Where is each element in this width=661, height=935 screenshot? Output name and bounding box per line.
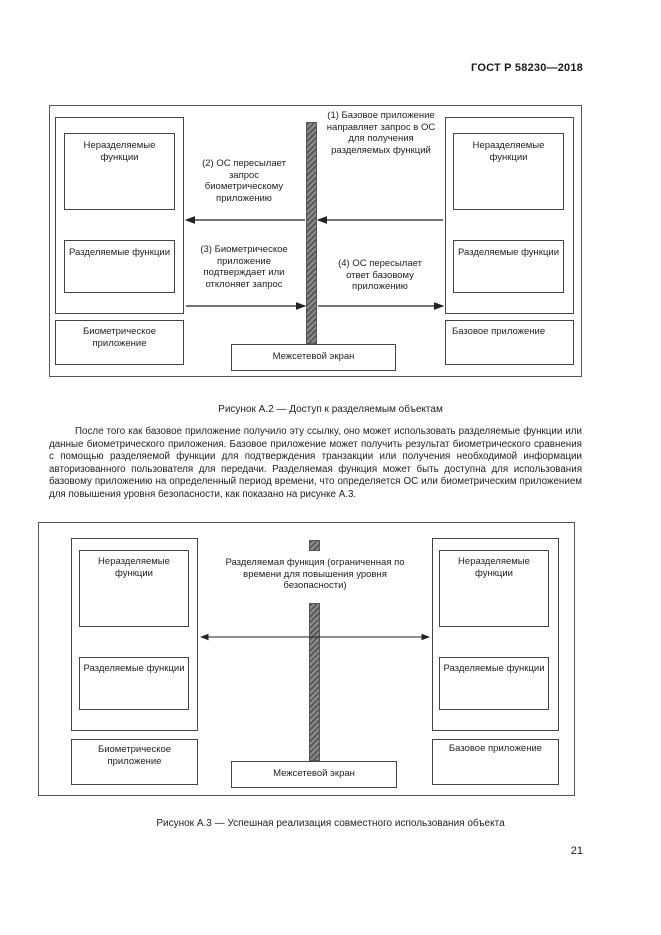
a3-shared-note-text: Разделяемая функция (ограниченная по времени для повышения уровня безопасности)	[222, 557, 408, 592]
a2-biometric-app-label: Биометрическое приложение	[82, 326, 157, 349]
figure-a3-caption: Рисунок А.3 — Успешная реализация совместного использования объекта	[156, 818, 505, 829]
body-paragraph-text: После того как базовое приложение получило эту ссылку, оно может использовать разделяемые функции или данные биометрического приложения. Базовое приложение может получить результат биометрического сравнения с помощью разделяемой функции для подтверждения транзакции или получения необходимой информации авторизованного пользователя для передачи. Разделяемая функция может быть доступна для использования базовому приложению на определенный период времени, что определяется ОС или биометрическим приложением для повышения уровня безопасности, как показано на рисунке А.3.	[49, 426, 582, 500]
a2-base-app-label: Базовое приложение	[452, 326, 546, 337]
a2-step4-text: (4) ОС пересылает ответ базовому приложению	[338, 258, 422, 292]
a2-right-shared-label: Разделяемые функции	[457, 247, 560, 258]
a2-step3-text: (3) Биометрическое приложение подтверждает или отклоняет запрос	[200, 244, 288, 290]
a2-step2-text: (2) ОС пересылает запрос биометрическому приложению	[202, 158, 286, 204]
page-number: 21	[570, 845, 583, 857]
a3-left-nonshared-label: Неразделяемые функции	[98, 556, 170, 579]
a3-biometric-app-label: Биометрическое приложение	[97, 744, 172, 767]
a2-step1-text: (1) Базовое приложение направляет запрос в ОС для получения разделяемых функций	[326, 110, 436, 156]
a2-right-nonshared-label: Неразделяемые функции	[472, 140, 545, 163]
a2-firewall-label: Межсетевой экран	[272, 351, 355, 362]
a3-firewall-label: Межсетевой экран	[273, 768, 355, 779]
a2-left-shared-label: Разделяемые функции	[68, 247, 171, 258]
standard-number: ГОСТ Р 58230—2018	[471, 62, 583, 74]
a3-firewall-bar-top	[309, 540, 320, 551]
a3-right-nonshared-label: Неразделяемые функции	[458, 556, 530, 579]
a3-firewall-bar	[309, 603, 320, 761]
body-paragraph	[49, 426, 582, 502]
a3-base-app-label: Базовое приложение	[448, 743, 543, 754]
a2-left-nonshared-label: Неразделяемые функции	[83, 140, 156, 163]
a3-left-shared-label: Разделяемые функции	[83, 663, 185, 674]
a2-firewall-bar	[306, 122, 317, 344]
a3-right-shared-label: Разделяемые функции	[443, 663, 545, 674]
figure-a2-caption: Рисунок А.2 — Доступ к разделяемым объектам	[218, 404, 443, 415]
